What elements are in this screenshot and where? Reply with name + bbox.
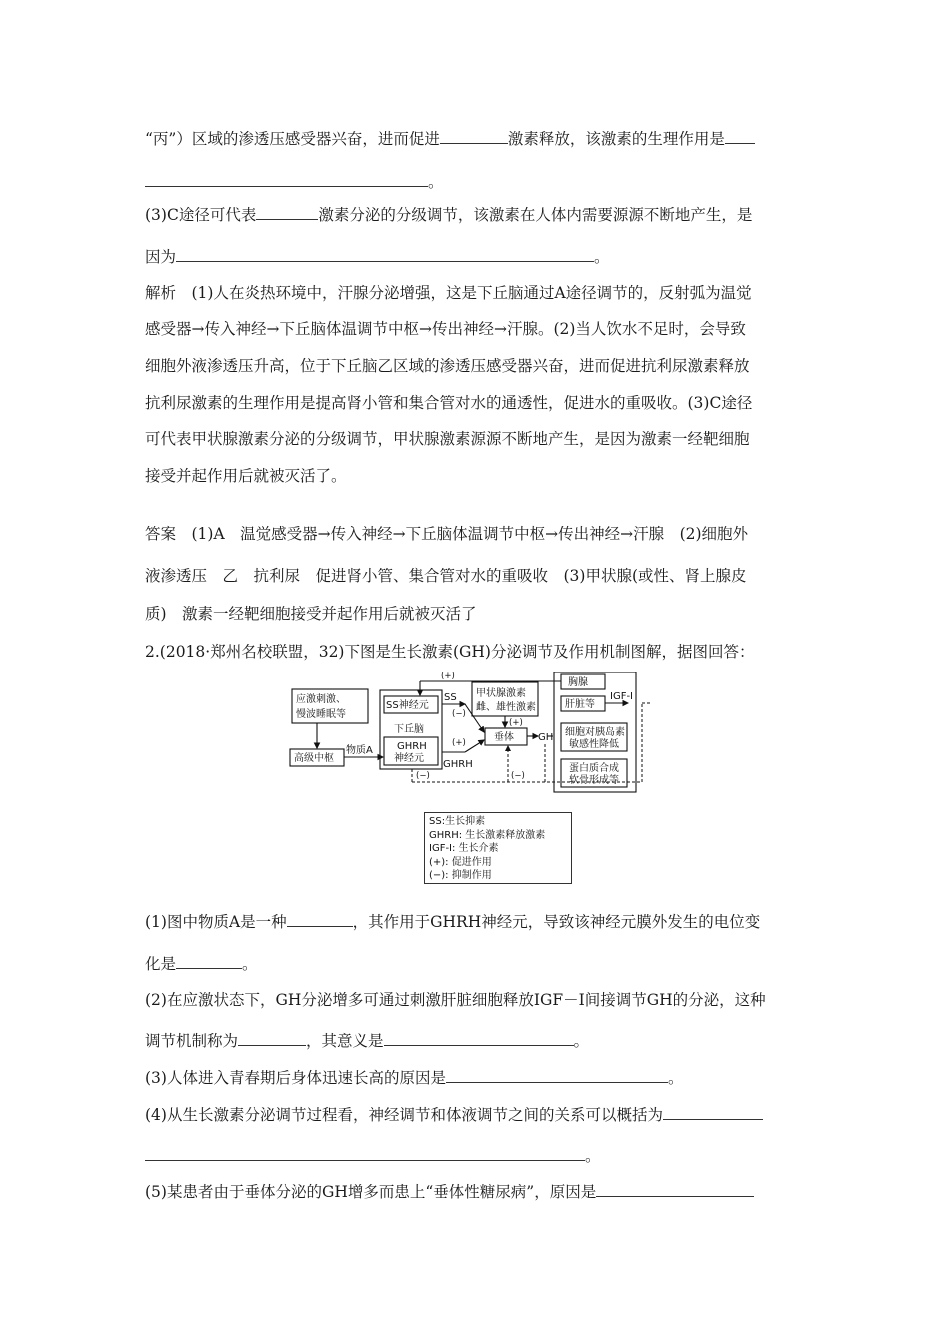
diagram-legend [424,812,572,884]
text: 激素分泌的分级调节，该激素在人体内需要源源不断地产生，是 [318,206,753,224]
analysis-line: 抗利尿激素的生理作用是提高肾小管和集合管对水的通透性，促进水的重吸收。(3)C途径 [145,394,753,412]
higher-center-label: 高级中枢 [294,753,334,764]
text: ，其意义是 [306,1032,384,1050]
answer-blank[interactable] [176,952,242,969]
thyroid-label-2: 雌、雄性激素 [476,702,536,713]
analysis-line: 接受并起作用后就被灭活了。 [145,467,347,485]
q2-2-line-1: (2)在应激状态下，GH分泌增多可通过刺激肝脏细胞释放IGF－Ⅰ间接调节GH的分泌，这种 [145,991,766,1009]
protein-label-1: 蛋白质合成 [569,763,619,774]
analysis-line: 解析 (1)人在炎热环境中，汗腺分泌增强，这是下丘脑通过A途径调节的，反射弧为温觉 [145,284,752,302]
pituitary-label: 垂体 [494,732,514,743]
text: 化是 [145,955,177,973]
question-2-intro: 2.(2018·郑州名校联盟，32)下图是生长激素(GH)分泌调节及作用机制图解，据图回答： [145,643,755,661]
ghrh-neuron-label-1: GHRH [397,741,427,752]
hypothalamus-label: 下丘脑 [394,724,424,735]
text: 调节机制称为 [145,1032,239,1050]
text: (1)图中物质A是一种 [145,913,287,931]
text: (3)人体进入青春期后身体迅速长高的原因是 [145,1069,446,1087]
minus-label: (−) [511,771,525,781]
answer-blank[interactable] [725,127,755,144]
q2-4-line-2 [145,1144,810,1167]
text: (3)C途径可代表 [145,206,257,224]
answer-blank[interactable] [145,170,428,187]
text: ，其作用于GHRH神经元，导致该神经元膜外发生的电位变 [352,913,761,931]
answer-blank[interactable] [176,245,594,262]
insulin-label-2: 敏感性降低 [569,739,619,750]
gh-label: GH [538,732,554,743]
plus-label: (+) [441,672,455,681]
answer-blank[interactable] [596,1180,754,1197]
q1-line-4 [145,245,810,268]
ss-label: SS [444,692,457,703]
text: “丙”）区域的渗透压感受器兴奋，进而促进 [145,130,440,148]
text: (5)某患者由于垂体分泌的GH增多而患上“垂体性糖尿病”，原因是 [145,1183,597,1201]
analysis-line: 细胞外液渗透压升高，位于下丘脑乙区域的渗透压感受器兴奋，进而促进抗利尿激素释放 [145,357,750,375]
answer-blank[interactable] [287,910,353,927]
text: 。 [667,1069,684,1087]
text: 。 [242,955,258,973]
q2-1-line-1 [145,910,810,933]
thymus-label: 胸腺 [568,677,588,688]
gh-regulation-diagram [280,672,650,802]
minus-label: (−) [452,709,466,719]
answer-blank[interactable] [238,1029,306,1046]
text: 。 [585,1147,601,1165]
minus-label: (−) [416,771,430,781]
text: 激素释放，该激素的生理作用是 [507,130,725,148]
q2-3-line [145,1066,810,1089]
substance-a-label: 物质A [346,745,373,756]
igf-label: IGF-Ⅰ [610,691,634,702]
thyroid-label-1: 甲状腺激素 [476,688,526,699]
q2-5-line [145,1180,810,1203]
protein-label-2: 软骨形成等 [569,775,619,786]
answer-blank[interactable] [145,1144,585,1161]
q1-line-1 [145,127,810,150]
text: 。 [428,173,444,191]
legend-item: (−): 抑制作用 [429,870,492,881]
plus-label: (+) [452,738,466,748]
answer-blank[interactable] [384,1029,574,1046]
analysis-line: 可代表甲状腺激素分泌的分级调节，甲状腺激素源源不断地产生，是因为激素一经靶细胞 [145,430,750,448]
liver-label: 肝脏等 [565,699,595,710]
text: 。 [594,248,610,266]
q2-1-line-2 [145,952,810,975]
stress-label-2: 慢波睡眠等 [296,709,346,720]
legend-item: IGF-Ⅰ: 生长介素 [429,843,499,854]
diagram-svg [280,672,650,802]
ghrh-label: GHRH [443,759,473,770]
answer-line: 质) 激素一经靶细胞接受并起作用后就被灭活了 [145,605,477,623]
q2-4-line-1 [145,1103,810,1126]
answer-blank[interactable] [256,203,318,220]
legend-item: SS:生长抑素 [429,816,486,827]
answer-line: 答案 (1)A 温觉感受器→传入神经→下丘脑体温调节中枢→传出神经→汗腺 (2)细胞外 [145,525,749,543]
insulin-label-1: 细胞对胰岛素 [565,727,625,738]
answer-line: 液渗透压 乙 抗利尿 促进肾小管、集合管对水的重吸收 (3)甲状腺(或性、肾上腺皮 [145,567,747,585]
stress-label-1: 应激刺激、 [296,694,346,705]
q2-2-line-2 [145,1029,810,1052]
text: 。 [573,1032,590,1050]
text: (4)从生长激素分泌调节过程看，神经调节和体液调节之间的关系可以概括为 [145,1106,663,1124]
q1-line-3 [145,203,810,226]
text: 因为 [145,248,177,266]
ghrh-neuron-label-2: 神经元 [394,753,424,764]
answer-blank[interactable] [663,1103,763,1120]
answer-blank[interactable] [446,1066,668,1083]
q1-line-2 [145,170,810,193]
analysis-line: 感受器→传入神经→下丘脑体温调节中枢→传出神经→汗腺。(2)当人饮水不足时，会导致 [145,320,746,338]
plus-label: (+) [509,718,523,728]
answer-blank[interactable] [440,127,508,144]
ss-neuron-label: SS神经元 [386,700,429,711]
legend-item: GHRH: 生长激素释放激素 [429,829,546,841]
legend-item: (+): 促进作用 [429,856,492,868]
